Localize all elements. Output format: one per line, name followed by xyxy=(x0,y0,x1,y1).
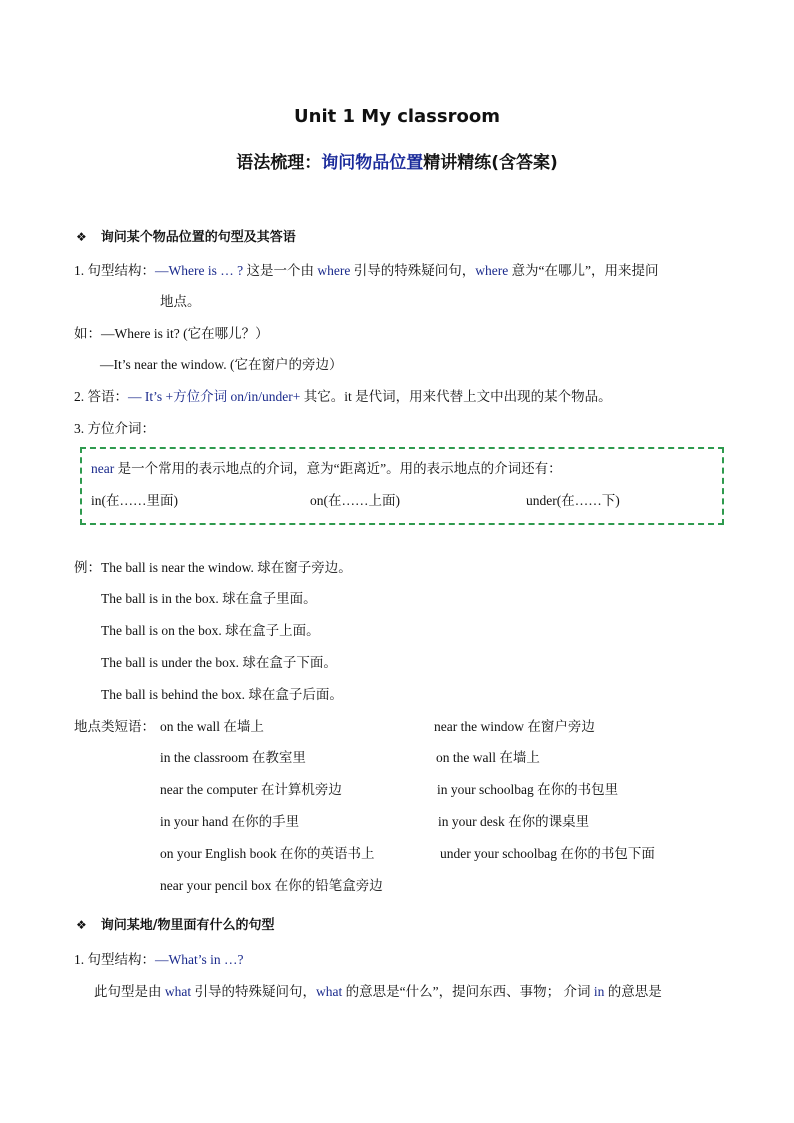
page-subtitle xyxy=(0,148,794,173)
phrase-right-3: in your schoolbag 在你的书包里 xyxy=(437,782,619,797)
phrase-left-4: in your hand 在你的手里 xyxy=(160,814,300,829)
s2-text-b: 引导的特殊疑问句， xyxy=(191,984,316,999)
section1-item2 xyxy=(74,388,612,406)
s2-text-c: 的意思是“什么”，提问东西、事物； 介词 xyxy=(342,984,594,999)
item1-text-b: 引导的特殊疑问句， xyxy=(350,263,476,278)
section2-item1-desc xyxy=(94,983,662,1001)
example-line-1: The ball is near the window. 球在窗子旁边。 xyxy=(101,560,352,575)
section1-item3: 3. 方位介词： xyxy=(74,421,155,436)
s2-in-word: in xyxy=(593,984,605,999)
phrase-right-2: on the wall 在墙上 xyxy=(436,750,540,765)
s2-text-a: 此句型是由 xyxy=(94,984,165,999)
item1-text-continued: 地点。 xyxy=(160,294,201,309)
item1-where-2: where xyxy=(475,263,509,278)
section2-heading-row xyxy=(76,914,275,934)
s2-item1-label: 1. 句型结构： xyxy=(74,952,155,967)
phrase-left-1: on the wall 在墙上 xyxy=(160,719,264,734)
section1-heading: 询问某个物品位置的句型及其答语 xyxy=(100,230,296,245)
item1-text-c: 意为“在哪儿”，用来提问 xyxy=(508,263,659,278)
diamond-bullet-icon: ❖ xyxy=(76,918,87,932)
section1-heading-row xyxy=(76,226,296,246)
note-text: 是一个常用的表示地点的介词，意为“距离近”。用的表示地点的介词还有： xyxy=(114,461,562,476)
phrases-label: 地点类短语： xyxy=(74,719,155,734)
example-line-4: The ball is under the box. 球在盒子下面。 xyxy=(101,655,337,670)
phrase-right-1: near the window 在窗户旁边 xyxy=(434,719,595,734)
section1-item1 xyxy=(74,262,659,280)
item1-pattern: —Where is … ? xyxy=(155,263,244,278)
prep-in: in(在……里面) xyxy=(91,493,178,508)
example-question: 如：—Where is it? (它在哪儿？） xyxy=(74,326,269,341)
phrase-left-5: on your English book 在你的英语书上 xyxy=(160,846,375,861)
item2-pattern: — It’s +方位介词 on/in/under+ xyxy=(128,389,301,404)
example-line-3: The ball is on the box. 球在盒子上面。 xyxy=(101,623,320,638)
s2-item1-pattern: —What’s in …? xyxy=(155,952,244,967)
prep-under: under(在……下) xyxy=(526,493,620,508)
phrase-left-3: near the computer 在计算机旁边 xyxy=(160,782,342,797)
item2-label: 2. 答语： xyxy=(74,389,128,404)
item1-text-a: 这是一个由 xyxy=(243,263,318,278)
section2-heading: 询问某地/物里面有什么的句型 xyxy=(100,918,275,933)
subtitle-suffix: 精讲精练(含答案) xyxy=(423,153,558,173)
example-line-5: The ball is behind the box. 球在盒子后面。 xyxy=(101,687,343,702)
s2-what-1: what xyxy=(164,984,192,999)
phrase-right-5: under your schoolbag 在你的书包下面 xyxy=(440,846,655,861)
item1-where-1: where xyxy=(317,263,351,278)
example-line-2: The ball is in the box. 球在盒子里面。 xyxy=(101,591,317,606)
item1-label: 1. 句型结构： xyxy=(74,263,155,278)
section2-item1 xyxy=(74,951,243,969)
phrase-right-4: in your desk 在你的课桌里 xyxy=(438,814,590,829)
page-title: Unit 1 My classroom xyxy=(294,106,500,127)
example-answer: —It’s near the window. (它在窗户的旁边） xyxy=(100,357,343,372)
s2-what-2: what xyxy=(316,984,343,999)
diamond-bullet-icon: ❖ xyxy=(76,230,87,244)
preposition-note-box xyxy=(80,447,724,525)
note-word-near: near xyxy=(91,461,115,476)
prep-on: on(在……上面) xyxy=(310,493,400,508)
subtitle-prefix: 语法梳理： xyxy=(236,153,322,173)
phrase-left-2: in the classroom 在教室里 xyxy=(160,750,306,765)
note-box-line1 xyxy=(91,460,562,478)
examples-label: 例： xyxy=(74,560,101,575)
s2-text-d: 的意思是 xyxy=(604,984,662,999)
subtitle-highlight: 询问物品位置 xyxy=(321,153,424,173)
phrase-left-6: near your pencil box 在你的铅笔盒旁边 xyxy=(160,878,383,893)
item2-text: 其它。it 是代词，用来代替上文中出现的某个物品。 xyxy=(300,389,612,404)
